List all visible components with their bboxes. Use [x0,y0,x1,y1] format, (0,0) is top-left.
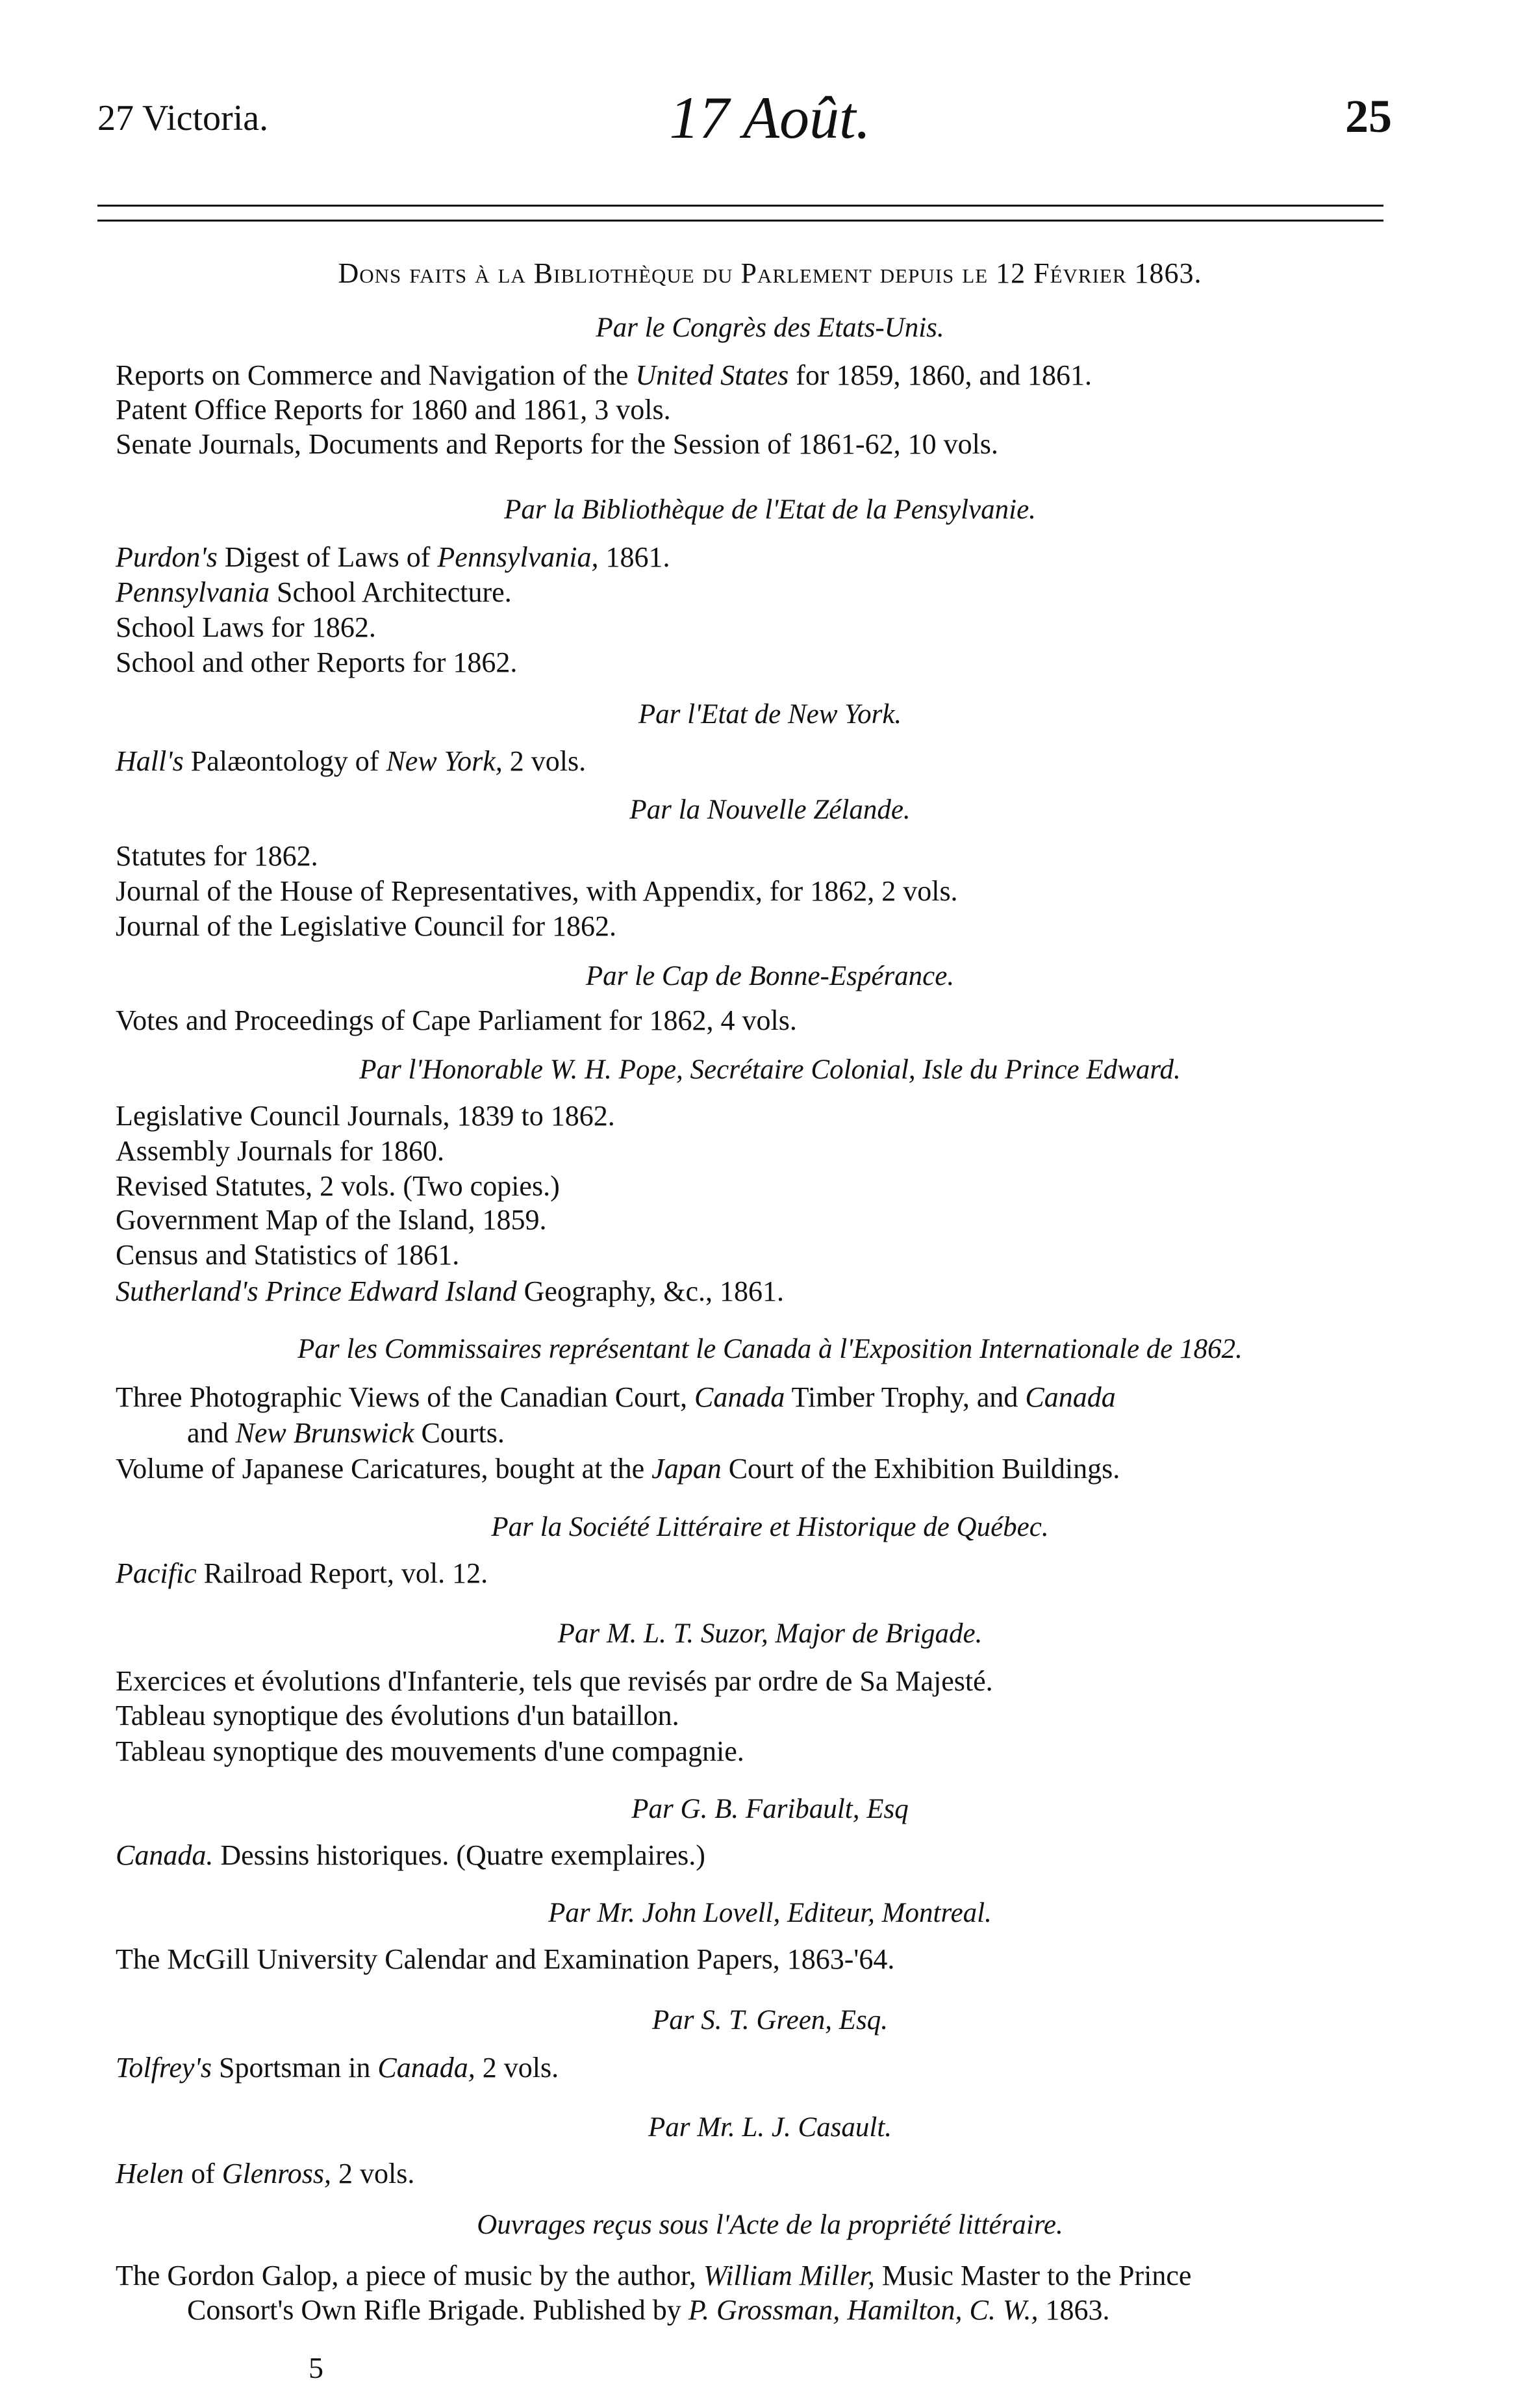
donation-entry [116,1557,488,1590]
entry-text: Journal of the Legislative Council for 1862. [116,910,617,942]
donation-entry [116,1665,993,1698]
donor-heading: Par le Cap de Bonne-Espérance. [585,961,955,991]
entry-text: Music Master to the Prince [874,2260,1192,2291]
entry-italic-text: Helen [116,2158,184,2189]
entry-text: 1861. [598,541,670,573]
entry-italic-text: Pennsylvania, [437,541,599,573]
entry-text: Courts. [414,1417,505,1449]
donor-heading: Par les Commissaires représentant le Canada à l'Exposition Internationale de 1862. [297,1334,1243,1364]
donation-entry [116,646,517,679]
donation-entry [116,1452,1120,1485]
entry-text: The Gordon Galop, a piece of music by the author, [116,2260,703,2291]
entry-text: and [187,1417,236,1449]
donation-entry [116,874,958,908]
entry-text: Tableau synoptique des évolutions d'un bataillon. [116,1700,679,1731]
donor-heading: Par Mr. John Lovell, Editeur, Montreal. [548,1898,992,1928]
entry-text: Senate Journals, Documents and Reports for the Session of 1861-62, 10 vols. [116,428,998,460]
entry-text: Exercices et évolutions d'Infanterie, tels que revisés par ordre de Sa Majesté. [116,1665,993,1697]
donation-entry [116,1134,444,1167]
donation-entry [116,393,671,426]
entry-text: The McGill University Calendar and Examination Papers, 1863-'64. [116,1943,895,1975]
entry-text: School Laws for 1862. [116,611,376,643]
entry-text: Patent Office Reports for 1860 and 1861, 3 vols. [116,394,671,426]
entry-text: 2 vols. [475,2052,559,2084]
entry-text: Geography, &c., 1861. [516,1275,785,1307]
donation-entry [116,1099,615,1132]
entry-text: Consort's Own Rifle Brigade. Published by [187,2294,688,2326]
header-session: 27 Victoria. [97,98,269,138]
entry-text: School and other Reports for 1862. [116,646,518,678]
donation-entry [187,2293,1109,2327]
header-rule-bottom [97,220,1383,222]
entry-text: for 1859, 1860, and 1861. [789,359,1092,391]
entry-italic-text: Pacific [116,1557,197,1589]
donation-entry [116,611,376,644]
donor-heading: Par l'Etat de New York. [638,699,902,730]
entry-text: Assembly Journals for 1860. [116,1135,444,1167]
donation-entry [116,1004,797,1037]
entry-italic-text: Japan [651,1453,722,1485]
donation-entry [116,1381,1116,1414]
donation-entry [116,1839,705,1872]
entry-italic-text: Purdon's [116,541,218,573]
entry-text: Reports on Commerce and Navigation of the [116,359,636,391]
entry-text: Census and Statistics of 1861. [116,1239,460,1271]
donation-entry [116,1169,560,1203]
donation-entry [116,1943,894,1976]
entry-text: Dessins historiques. (Quatre exemplaires.) [213,1839,705,1871]
entry-italic-text: Canada, [377,2052,475,2084]
entry-italic-text: New Brunswick [235,1417,414,1449]
entry-text: Digest of Laws of [217,541,438,573]
entry-text: Three Photographic Views of the Canadian Court, [116,1381,694,1413]
entry-text: Journal of the House of Representatives, with Appendix, for 1862, 2 vols. [116,875,958,907]
entry-text: Railroad Report, vol. 12. [196,1557,488,1589]
donor-heading: Par la Nouvelle Zélande. [629,795,911,825]
entry-text: Legislative Council Journals, 1839 to 1862. [116,1100,615,1132]
donor-heading: Par l'Honorable W. H. Pope, Secrétaire Colonial, Isle du Prince Edward. [359,1054,1181,1085]
donation-entry [116,1735,744,1768]
entry-text: Government Map of the Island, 1859. [116,1204,547,1236]
entry-text: 2 vols. [331,2158,415,2189]
donation-entry [187,1416,505,1449]
donation-entry [116,1203,547,1236]
donation-entry [116,427,998,461]
entry-text: Palæontology of [183,745,386,777]
header-page-number: 25 [1345,90,1392,142]
donation-entry [116,1275,784,1308]
entry-text: Sportsman in [211,2052,378,2084]
donation-entry [116,2157,414,2190]
entry-text: School Architecture. [270,576,512,608]
donation-entry [116,745,586,778]
donor-heading: Ouvrages reçus sous l'Acte de la propriété littéraire. [477,2210,1063,2240]
entry-text: of [184,2158,222,2189]
entry-text: Court of the Exhibition Buildings. [721,1453,1120,1485]
entry-text: Tableau synoptique des mouvements d'une compagnie. [116,1735,744,1767]
donation-entry [116,910,616,943]
donor-heading: Par le Congrès des Etats-Unis. [596,313,944,343]
donation-entry [116,2051,559,2084]
entry-italic-text: Canada [694,1381,785,1413]
entry-text: Timber Trophy, and [785,1381,1026,1413]
donation-entry [116,1238,459,1271]
footer-page-number: 5 [309,2351,323,2384]
header-rule-top [97,205,1383,207]
entry-text: Votes and Proceedings of Cape Parliament for 1862, 4 vols. [116,1004,797,1036]
donor-heading: Par G. B. Faribault, Esq [631,1794,909,1824]
entry-italic-text: Canada [1025,1381,1116,1413]
donation-entry [116,359,1092,392]
entry-text: Revised Statutes, 2 vols. (Two copies.) [116,1170,560,1202]
entry-italic-text: Tolfrey's [116,2052,212,2084]
donor-heading: Par S. T. Green, Esq. [651,2005,889,2035]
entry-text: Volume of Japanese Caricatures, bought at the [116,1453,652,1485]
entry-italic-text: New York, [386,745,503,777]
donation-entry [116,2259,1191,2292]
entry-text: Statutes for 1862. [116,840,318,872]
header-date: 17 Août. [669,84,871,151]
entry-text: 2 vols. [502,745,587,777]
entry-italic-text: P. Grossman, Hamilton, C. W., [688,2294,1039,2326]
donation-entry [116,839,318,873]
entry-italic-text: Glenross, [221,2158,331,2189]
entry-italic-text: Canada. [116,1839,214,1871]
donation-entry [116,541,670,574]
entry-italic-text: Sutherland's Prince Edward Island [116,1275,517,1307]
donation-entry [116,576,512,609]
donor-heading: Par la Bibliothèque de l'Etat de la Pensylvanie. [504,494,1036,525]
entry-text: 1863. [1038,2294,1110,2326]
donation-entry [116,1699,679,1732]
donor-heading: Par M. L. T. Suzor, Major de Brigade. [557,1618,983,1649]
entry-italic-text: United States [635,359,789,391]
donor-heading: Par la Société Littéraire et Historique de Québec. [491,1512,1049,1542]
entry-italic-text: Pennsylvania [116,576,270,608]
entry-italic-text: Hall's [116,745,184,777]
entry-italic-text: William Miller, [703,2260,875,2291]
document-title: Dons faits à la Bibliothèque du Parlement depuis le 12 Février 1863. [338,257,1202,289]
donor-heading: Par Mr. L. J. Casault. [648,2112,892,2143]
